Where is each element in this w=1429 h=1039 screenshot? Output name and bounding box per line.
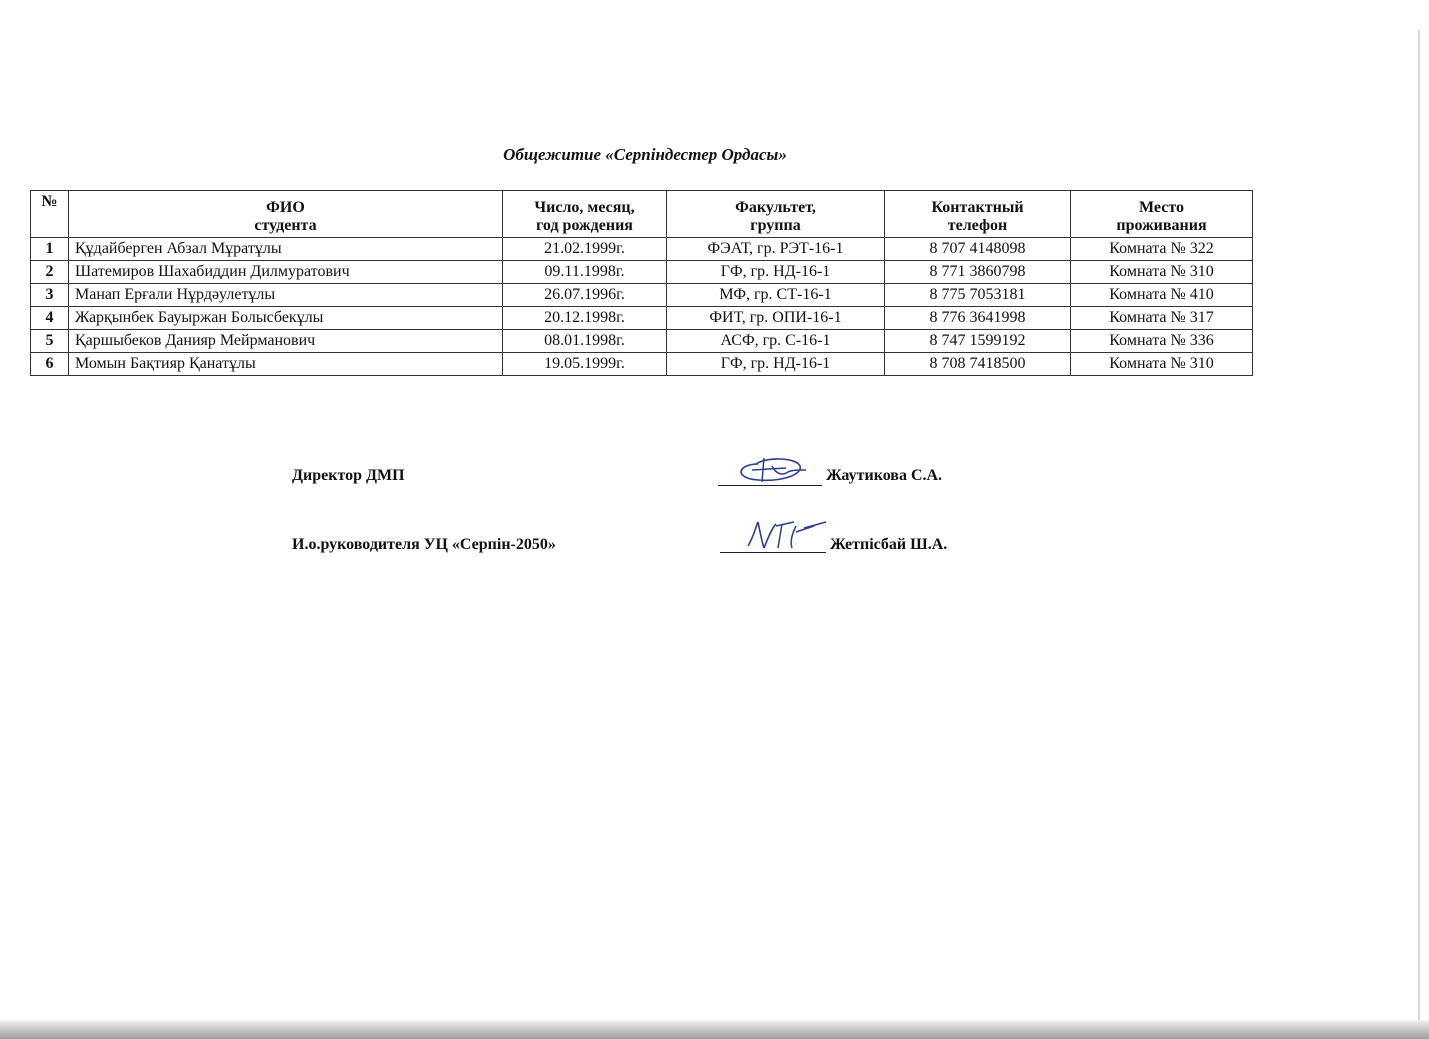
header-name-line1: ФИО: [266, 199, 305, 216]
room: Комната № 310: [1071, 353, 1253, 376]
table-row: [31, 284, 1253, 307]
header-number: №: [31, 191, 69, 238]
row-number: 5: [31, 330, 69, 353]
row-number: 4: [31, 307, 69, 330]
table-row: [31, 261, 1253, 284]
header-faculty: [667, 191, 885, 238]
student-name: Шатемиров Шахабиддин Дилмуратович: [69, 261, 503, 284]
director-title: Директор ДМП: [292, 467, 405, 484]
contact-phone: 8 707 4148098: [885, 238, 1071, 261]
table-header-row: [31, 191, 1253, 238]
faculty-group: ГФ, гр. НД-16-1: [667, 353, 885, 376]
faculty-group: МФ, гр. СТ-16-1: [667, 284, 885, 307]
header-room-line2: проживания: [1116, 217, 1207, 234]
room: Комната № 317: [1071, 307, 1253, 330]
header-name: [69, 191, 503, 238]
student-name: Қаршыбеков Данияр Мейрманович: [69, 330, 503, 353]
contact-phone: 8 771 3860798: [885, 261, 1071, 284]
header-dob-line2: год рождения: [536, 217, 633, 234]
room: Комната № 322: [1071, 238, 1253, 261]
scan-edge-right: [1418, 30, 1420, 1020]
contact-phone: 8 747 1599192: [885, 330, 1071, 353]
room: Комната № 410: [1071, 284, 1253, 307]
birth-date: 26.07.1996г.: [503, 284, 667, 307]
birth-date: 19.05.1999г.: [503, 353, 667, 376]
birth-date: 09.11.1998г.: [503, 261, 667, 284]
birth-date: 20.12.1998г.: [503, 307, 667, 330]
faculty-group: ФЭАТ, гр. РЭТ-16-1: [667, 238, 885, 261]
director-name: Жаутикова С.А.: [826, 467, 943, 484]
student-name: Жарқынбек Бауыржан Болысбекұлы: [69, 307, 503, 330]
table-row: [31, 353, 1253, 376]
header-phone: [885, 191, 1071, 238]
room: Комната № 310: [1071, 261, 1253, 284]
header-room: [1071, 191, 1253, 238]
document-title: Общежитие «Серпіндестер Ордасы»: [503, 145, 787, 164]
row-number: 2: [31, 261, 69, 284]
faculty-group: ФИТ, гр. ОПИ-16-1: [667, 307, 885, 330]
student-name: Манап Ерғали Нұрдәулетұлы: [69, 284, 503, 307]
header-faculty-line1: Факультет,: [735, 199, 816, 216]
contact-phone: 8 708 7418500: [885, 353, 1071, 376]
table-row: [31, 330, 1253, 353]
contact-phone: 8 775 7053181: [885, 284, 1071, 307]
student-name: Құдайберген Абзал Мұратұлы: [69, 238, 503, 261]
header-room-line1: Место: [1139, 199, 1184, 216]
header-dob: [503, 191, 667, 238]
acting-head-name: Жетпісбай Ш.А.: [830, 536, 948, 553]
header-phone-line1: Контактный: [931, 199, 1024, 216]
scan-edge-bottom: [0, 1020, 1429, 1039]
faculty-group: ГФ, гр. НД-16-1: [667, 261, 885, 284]
faculty-group: АСФ, гр. С-16-1: [667, 330, 885, 353]
header-name-line2: студента: [254, 217, 317, 234]
contact-phone: 8 776 3641998: [885, 307, 1071, 330]
header-phone-line2: телефон: [947, 217, 1008, 234]
birth-date: 08.01.1998г.: [503, 330, 667, 353]
students-table: [30, 190, 1253, 376]
acting-head-signature: [738, 512, 838, 558]
row-number: 3: [31, 284, 69, 307]
student-name: Момын Бақтияр Қанатұлы: [69, 353, 503, 376]
row-number: 6: [31, 353, 69, 376]
table-row: [31, 238, 1253, 261]
director-signature: [728, 444, 828, 490]
header-faculty-line2: группа: [750, 217, 801, 234]
table-row: [31, 307, 1253, 330]
row-number: 1: [31, 238, 69, 261]
acting-head-title: И.о.руководителя УЦ «Серпін-2050»: [292, 536, 556, 553]
room: Комната № 336: [1071, 330, 1253, 353]
birth-date: 21.02.1999г.: [503, 238, 667, 261]
header-dob-line1: Число, месяц,: [534, 199, 635, 216]
